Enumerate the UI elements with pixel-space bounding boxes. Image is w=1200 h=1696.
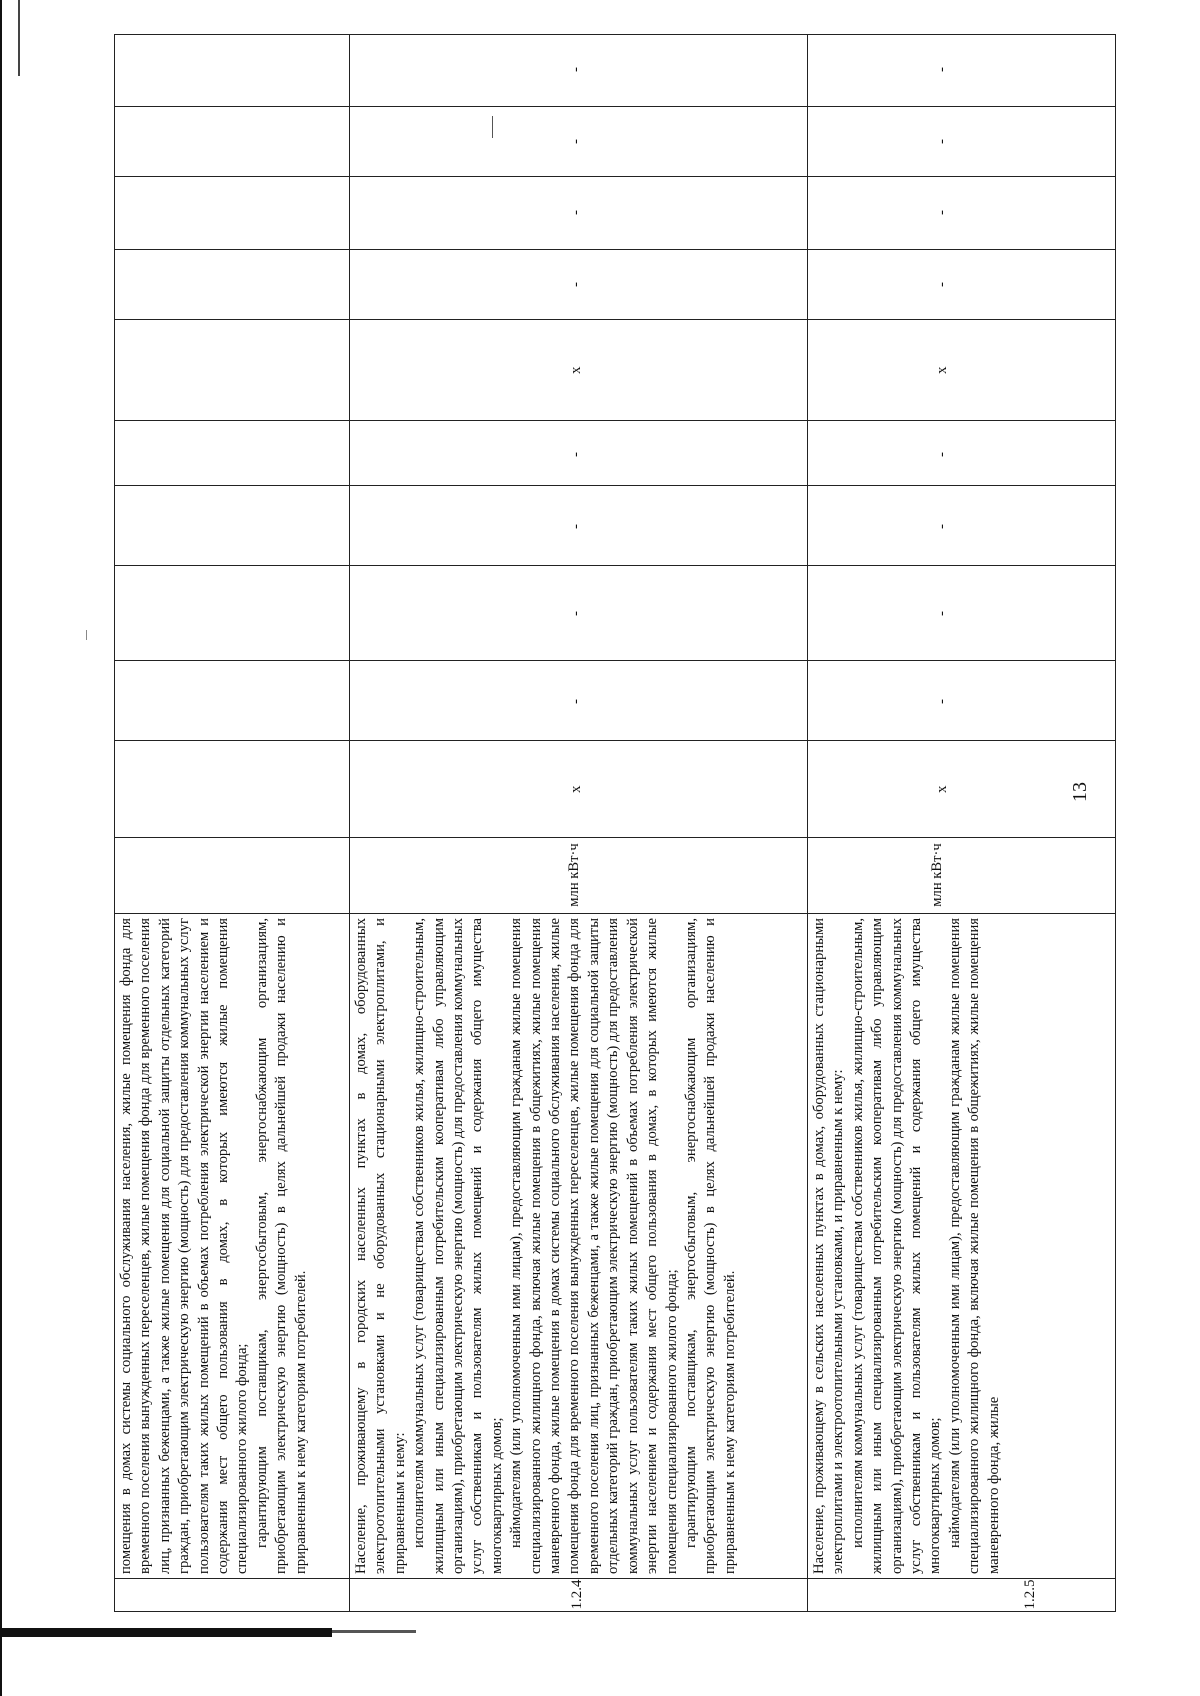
value: -	[568, 524, 584, 529]
value-cell	[115, 107, 350, 177]
value: -	[568, 67, 584, 72]
value: -	[568, 699, 584, 704]
description-text	[352, 918, 740, 1574]
value-cell	[808, 34, 1115, 107]
value: x	[934, 366, 950, 374]
unit-cell	[115, 838, 350, 914]
value: -	[934, 611, 950, 616]
value: -	[568, 282, 584, 287]
value-cell	[350, 486, 808, 566]
row-number: 1.2.4	[569, 1579, 585, 1610]
rotated-page	[114, 34, 1114, 1612]
paragraph	[253, 918, 311, 1574]
scan-artifact	[18, 0, 20, 76]
value-cell	[115, 661, 350, 741]
row-number: 1.2.5	[1022, 1579, 1038, 1610]
value: -	[934, 699, 950, 704]
value-cell	[350, 250, 808, 320]
value-cell	[115, 177, 350, 250]
paragraph: исполнителям коммунальных услуг (товариществам собственников жилья, жилищно-строительным, жилищным или иным специализированным потребительским кооперативам либо управляющим организациям), приобретающим электрическую энергию (мощность) для предоставления коммунальных услуг собственникам и пользователям жилых помещений и содержания общего имущества многоквартирных домов;	[849, 918, 944, 1574]
value-cell	[350, 107, 808, 177]
paragraph: Население, проживающему в сельских населенных пунктах в домах, оборудованных стационарными электроплитами и электроотопительными установками, и приравненным к нему:	[811, 918, 847, 1574]
row-number-cell	[808, 1579, 1115, 1612]
description-text	[810, 918, 1004, 1574]
value-cell	[350, 34, 808, 107]
value-cell	[115, 250, 350, 320]
value: -	[934, 210, 950, 215]
value: -	[568, 210, 584, 215]
paragraph: наймодателям (или уполномоченным ими лицам), предоставляющим гражданам жилые помещения специализированного жилищного фонда, включая жилые помещения в общежитиях, жилые помещения маневренного фонда, жилые помещения в домах системы социального обслуживания населения, жилые помещения фонда для временного поселения вынужденных переселенцев, жилые помещения фонда для временного поселения лиц, признанных беженцами, а также жилые помещения для социальной защиты отдельных категорий граждан, приобретающим электрическую энергию (мощность) для предоставления коммунальных услуг пользователям таких жилых помещений в объемах потребления электрической энергии населением и содержания мест общего пользования в домах, в которых имеются жилые помещения специализированного жилого фонда;	[508, 918, 680, 1574]
paragraph: исполнителям коммунальных услуг (товариществам собственников жилья, жилищно-строительным, жилищным или иным специализированным потребительским кооперативам либо управляющим организациям), приобретающим электрическую энергию (мощность) для предоставления коммунальных услуг собственникам и пользователям жилых помещений и содержания общего имущества многоквартирных домов;	[411, 918, 505, 1574]
page-number: 13	[1069, 782, 1091, 802]
description-cell	[350, 914, 808, 1579]
value-cell	[115, 320, 350, 421]
table-row	[114, 34, 350, 1612]
value: -	[934, 452, 950, 457]
value-cell	[808, 421, 1115, 486]
description-cell	[115, 914, 350, 1579]
value: -	[568, 452, 584, 457]
value: -	[934, 139, 950, 144]
value-cell	[808, 320, 1115, 421]
value-cell	[115, 421, 350, 486]
row-number-cell	[115, 1579, 350, 1612]
value: -	[568, 611, 584, 616]
value-cell	[808, 107, 1115, 177]
table-row	[349, 34, 808, 1612]
value-cell	[350, 566, 808, 661]
paragraph-text: гарантирующим поставщикам, энергосбытовым, энергоснабжающим организациям, приобретающим электрическую энергию (мощность) в целях дальнейшей продажи населению и приравненным к нему категориям потребителей.	[253, 918, 309, 1574]
value-cell	[808, 566, 1115, 661]
description-text	[117, 918, 311, 1574]
paragraph: Население, проживающему в городских населенных пунктах в домах, оборудованных электроотопительными установками и не оборудованных стационарными электроплитами, и приравненным к нему:	[353, 918, 408, 1574]
description-cell	[808, 914, 1115, 1579]
value: x	[934, 785, 950, 793]
value: -	[568, 139, 584, 144]
value-cell	[350, 421, 808, 486]
value-cell	[115, 741, 350, 838]
scan-bottom-bar-thin	[332, 1630, 416, 1633]
value-cell	[115, 34, 350, 107]
tariff-table	[114, 34, 1114, 1612]
unit-label: млн кВт·ч	[929, 843, 945, 907]
paragraph: гарантирующим поставщикам, энергосбытовым, энергоснабжающим организациям, приобретающим электрическую энергию (мощность) в целях дальнейшей продажи населению и приравненным к нему категориям потребителей.	[682, 918, 738, 1574]
scan-bottom-bar	[0, 1628, 332, 1637]
paragraph: помещения в домах системы социального обслуживания населения, жилые помещения фонда для временного поселения вынужденных переселенцев, жилые помещения фонда для временного поселения лиц, признанных беженцами, а также жилые помещения для социальной защиты отдельных категорий граждан, приобретающим электрическую энергию (мощность) для предоставления коммунальных услуг пользователям таких жилых помещений в объемах потребления электрической энергии населением и содержания мест общего пользования в домах, в которых имеются жилые помещения специализированного жилого фонда;	[118, 918, 251, 1574]
unit-cell	[350, 838, 808, 914]
value-cell	[808, 250, 1115, 320]
value: x	[568, 785, 584, 793]
value-cell	[115, 486, 350, 566]
value-cell	[350, 661, 808, 741]
value: -	[934, 67, 950, 72]
table-row	[807, 34, 1116, 1612]
value-cell	[808, 661, 1115, 741]
paragraph: наймодателям (или уполномоченным ими лицам), предоставляющим гражданам жилые помещения специализированного жилищного фонда, включая жилые помещения в общежитиях, жилые помещения маневренного фонда, жилые	[946, 918, 1002, 1574]
scan-left-edge	[0, 0, 2, 1696]
value-cell	[350, 320, 808, 421]
unit-cell	[808, 838, 1115, 914]
value: x	[568, 366, 584, 374]
value-cell	[115, 566, 350, 661]
value-cell	[808, 486, 1115, 566]
value-cell	[350, 741, 808, 838]
value-cell	[350, 177, 808, 250]
row-number-cell	[350, 1579, 808, 1612]
value-cell	[808, 177, 1115, 250]
value: -	[934, 282, 950, 287]
value: -	[934, 524, 950, 529]
scan-artifact-dot	[86, 630, 87, 640]
unit-label: млн кВт·ч	[566, 843, 582, 907]
